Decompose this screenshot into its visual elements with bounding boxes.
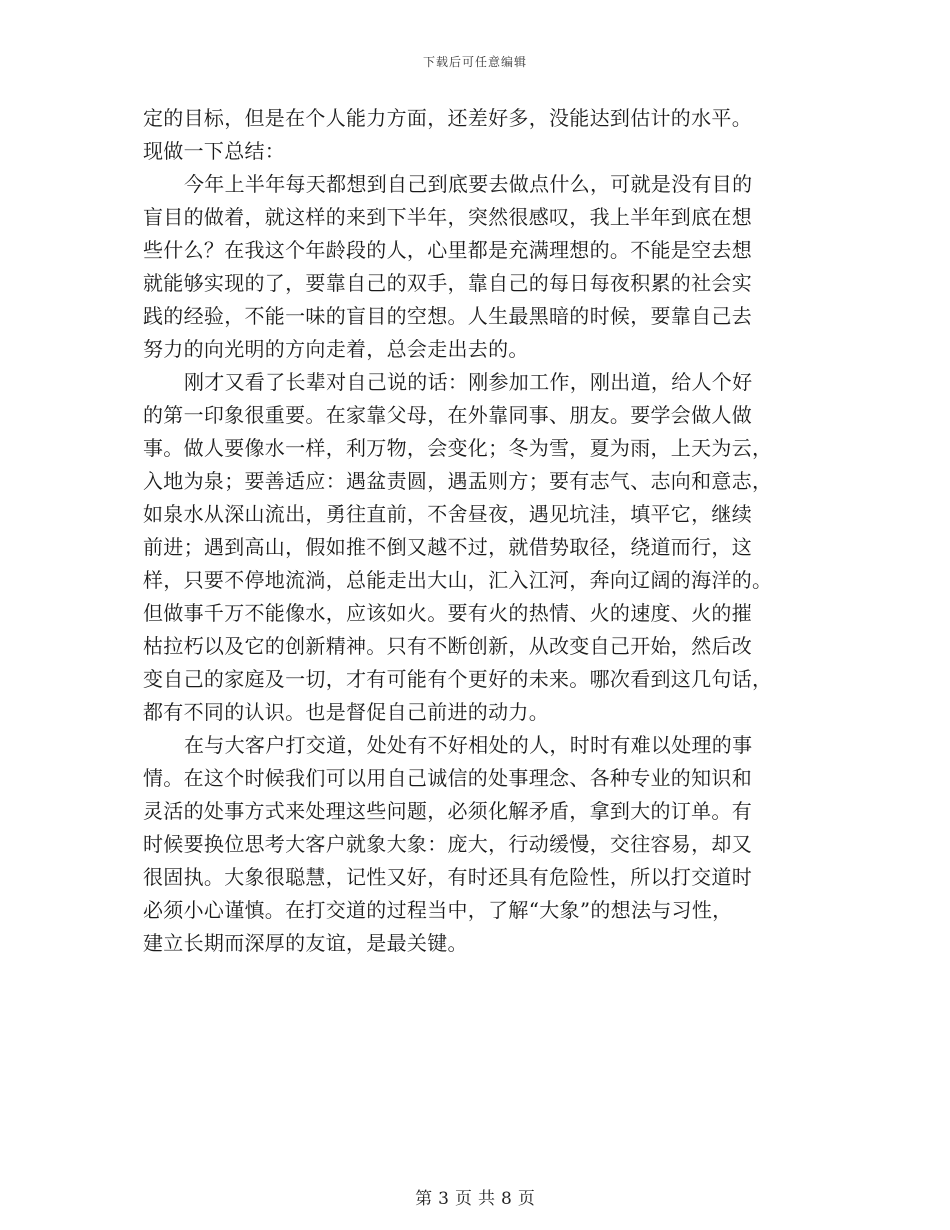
- footer-label-ye-end: 页: [517, 1189, 535, 1209]
- footer-label-ye: 页: [455, 1189, 472, 1209]
- footer-label-di: 第: [415, 1189, 433, 1209]
- page-footer: [0, 1184, 950, 1209]
- paragraph-1: [143, 102, 813, 168]
- text-line: 些什么？在我这个年龄段的人，心里都是充满理想的。不能是空去想: [143, 238, 752, 262]
- text-line: 盲目的做着，就这样的来到下半年，突然很感叹，我上半年到底在想: [143, 205, 752, 229]
- text-line: 事。做人要像水一样，利万物，会变化；冬为雪，夏为雨，上天为云，: [143, 436, 773, 460]
- text-line: 必须小心谨慎。在打交道的过程当中，了解“大象”的想法与习性，: [143, 898, 733, 922]
- text-line: 入地为泉；要善适应：遇盆责圆，遇盂则方；要有志气、志向和意志，: [143, 469, 773, 493]
- text-line: 但做事千万不能像水，应该如火。要有火的热情、火的速度、火的摧: [143, 601, 752, 625]
- text-line: 刚才又看了长辈对自己说的话：刚参加工作，刚出道，给人个好: [184, 370, 753, 394]
- document-body: [143, 102, 813, 960]
- text-line: 今年上半年每天都想到自己到底要去做点什么，可就是没有目的: [184, 172, 753, 196]
- footer-label-gong: 共: [478, 1189, 495, 1209]
- text-line: 都有不同的认识。也是督促自己前进的动力。: [143, 700, 549, 724]
- text-line: 时候要换位思考大客户就象大象：庞大，行动缓慢，交往容易，却又: [143, 832, 752, 856]
- text-line: 很固执。大象很聪慧，记性又好，有时还具有危险性，所以打交道时: [143, 865, 752, 889]
- text-line: 灵活的处事方式来处理这些问题，必须化解矛盾，拿到大的订单。有: [143, 799, 752, 823]
- text-line: 定的目标，但是在个人能力方面，还差好多，没能达到估计的水平。: [143, 106, 752, 130]
- paragraph-4: [143, 729, 813, 960]
- text-line: 变自己的家庭及一切，才有可能有个更好的未来。哪次看到这几句话，: [143, 667, 773, 691]
- text-line: 努力的向光明的方向走着，总会走出去的。: [143, 337, 529, 361]
- page-total: 8: [501, 1189, 512, 1209]
- paragraph-3: [143, 366, 813, 729]
- text-line: 如泉水从深山流出，勇往直前，不舍昼夜，遇见坑洼，填平它，继续: [143, 502, 752, 526]
- text-line: 情。在这个时候我们可以用自己诚信的处事理念、各种专业的知识和: [143, 766, 752, 790]
- text-line: 就能够实现的了，要靠自己的双手，靠自己的每日每夜积累的社会实: [143, 271, 752, 295]
- text-line: 现做一下总结：: [143, 139, 286, 163]
- text-line: 枯拉朽以及它的创新精神。只有不断创新，从改变自己开始，然后改: [143, 634, 752, 658]
- text-line: 前进；遇到高山，假如推不倒又越不过，就借势取径，绕道而行，这: [143, 535, 752, 559]
- text-line: 建立长期而深厚的友谊，是最关键。: [143, 931, 468, 955]
- paragraph-2: [143, 168, 813, 366]
- text-line: 践的经验，不能一味的盲目的空想。人生最黑暗的时候，要靠自己去: [143, 304, 752, 328]
- text-line: 样，只要不停地流淌，总能走出大山，汇入江河，奔向辽阔的海洋的。: [143, 568, 773, 592]
- page-current: 3: [438, 1189, 449, 1209]
- header-note: 下载后可任意编辑: [422, 55, 527, 69]
- text-line: 的第一印象很重要。在家靠父母，在外靠同事、朋友。要学会做人做: [143, 403, 752, 427]
- text-line: 在与大客户打交道，处处有不好相处的人，时时有难以处理的事: [184, 733, 753, 757]
